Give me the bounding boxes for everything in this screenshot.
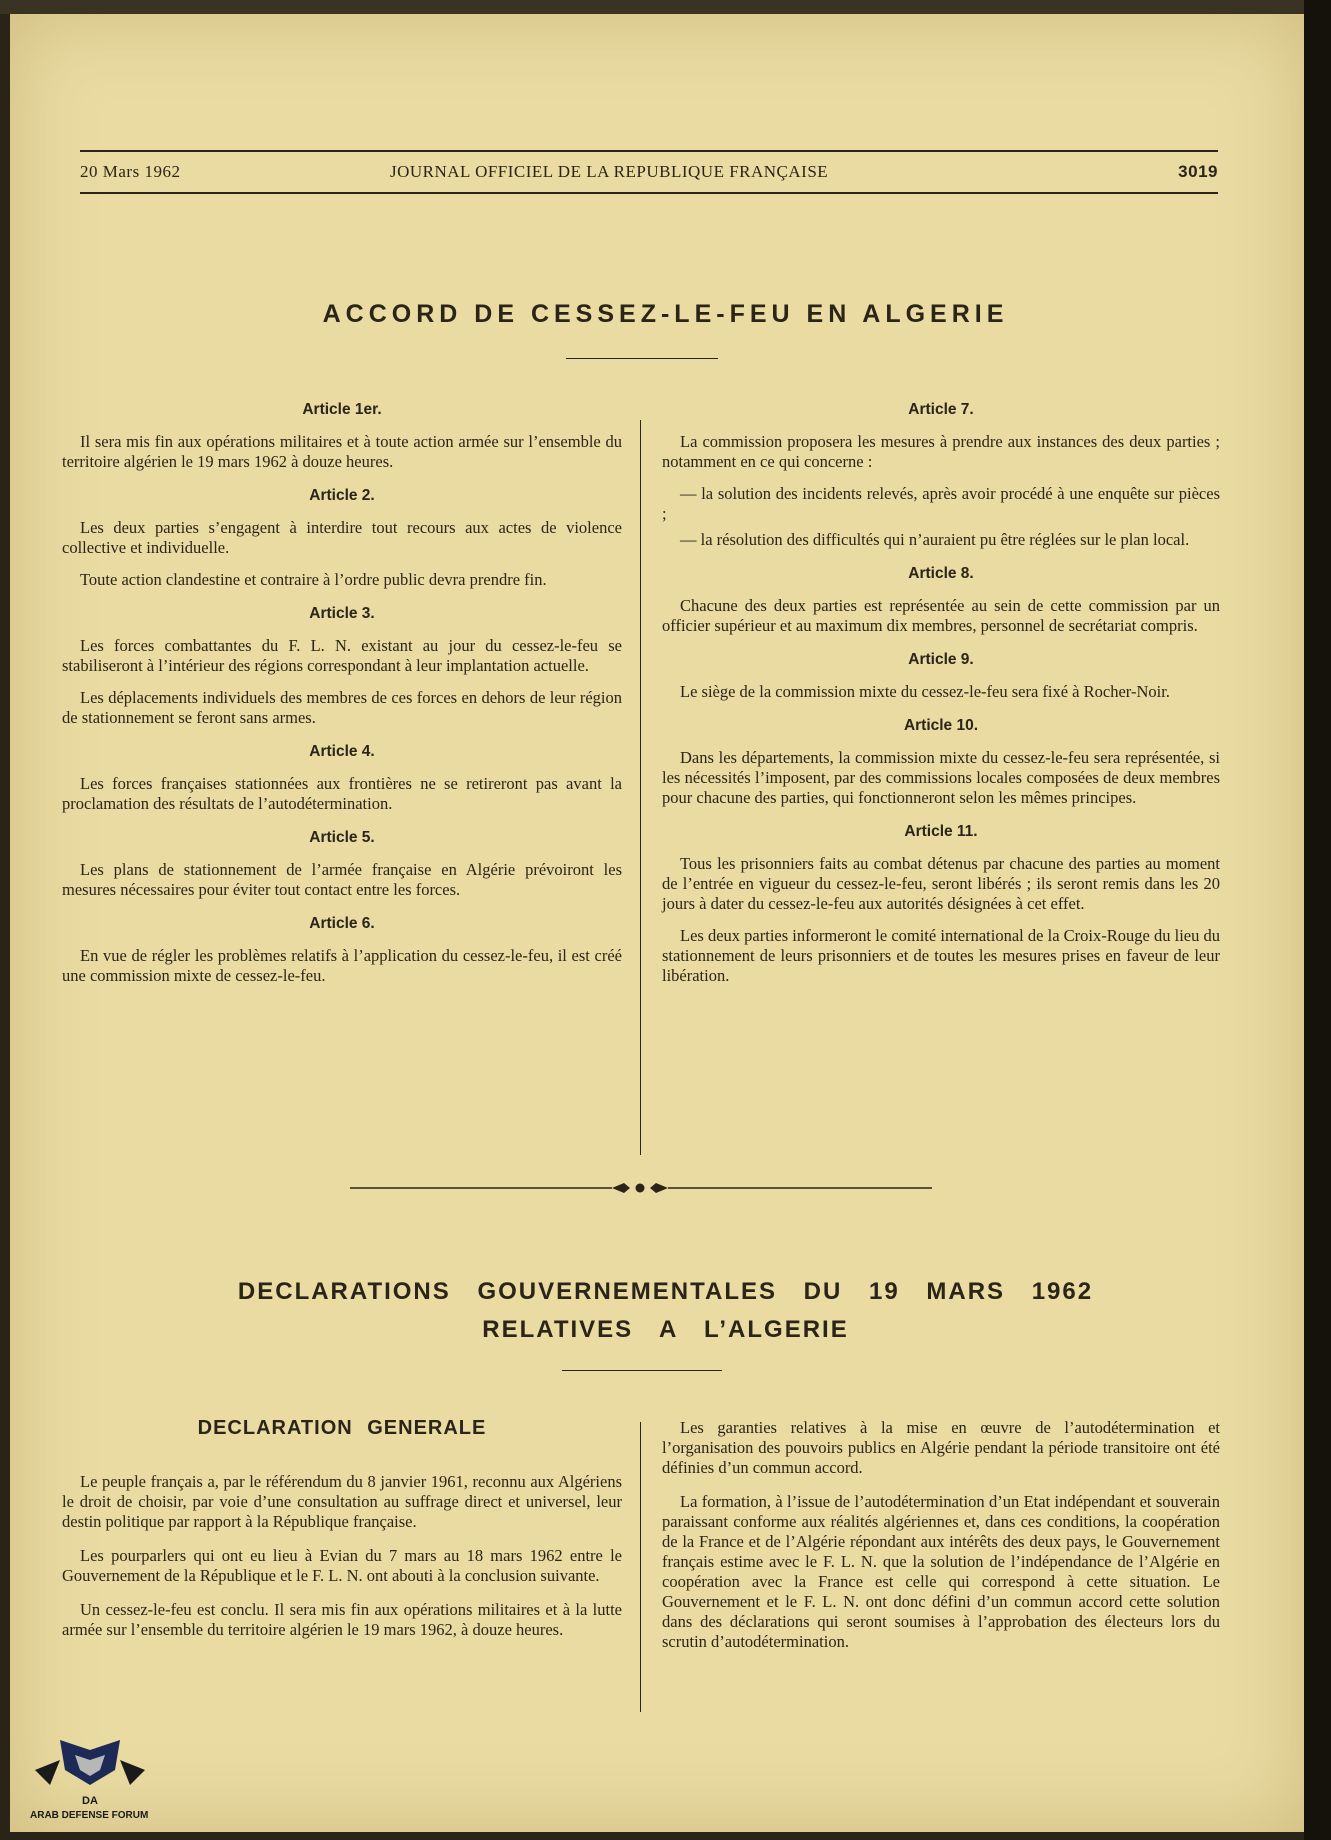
article-paragraph: Le siège de la commission mixte du cessez-le-feu sera fixé à Rocher-Noir. [680, 682, 1170, 701]
article-paragraph: En vue de régler les problèmes relatifs à l’application du cessez-le-feu, il est créé une commission mixte de cessez-le-feu. [62, 946, 622, 985]
article-paragraph: Les forces françaises stationnées aux frontières ne se retireront pas avant la proclamation des résultats de l’autodétermination. [62, 774, 622, 813]
article-paragraph: Les plans de stationnement de l’armée française en Algérie prévoiront les mesures nécessaires pour éviter tout contact entre les forces. [62, 860, 622, 899]
article-paragraph: Chacune des deux parties est représentée au sein de cette commission par un officier supérieur et au maximum dix membres, personnel de secrétariat compris. [662, 596, 1220, 635]
declarations-underline [562, 1370, 722, 1371]
article-list-item: — la résolution des difficultés qui n’auraient pu être réglées sur le plan local. [680, 530, 1190, 549]
article-paragraph: Dans les départements, la commission mixte du cessez-le-feu sera représentée, si les nécessités l’imposent, par des commissions locales composées de deux membres pour chacune des parties, qui fonctionneront selon les mêmes principes. [662, 748, 1220, 807]
article-heading: Article 11. [904, 823, 978, 840]
article-paragraph: Tous les prisonniers faits au combat détenus par chacune des parties au moment de l’entrée en vigueur du cessez-le-feu, seront libérés ; ils seront remis dans les 20 jours à dater du cessez-le-feu aux autorités désignées à cet effet. [662, 854, 1220, 913]
declarations-title-line1: DECLARATIONS GOUVERNEMENTALES DU 19 MARS 1962 [237, 1278, 1094, 1305]
declaration-generale-heading: DECLARATION GENERALE [197, 1417, 487, 1439]
article-paragraph: Les deux parties informeront le comité international de la Croix-Rouge du lieu du stationnement de leurs prisonniers et de toutes les mesures prises en faveur de leur libération. [662, 926, 1220, 985]
declaration-paragraph: Le peuple français a, par le référendum du 8 janvier 1961, reconnu aux Algériens le droit de choisir, par voie d’une consultation au suffrage direct et universel, leur destin politique par rapport à la République française. [62, 1472, 622, 1531]
scan-top-edge [0, 0, 1331, 14]
declarations-right-column [662, 1418, 1220, 1666]
logo-initials: DA [82, 1795, 98, 1807]
shield-icon [30, 1730, 150, 1810]
accord-title: ACCORD DE CESSEZ-LE-FEU EN ALGERIE [322, 300, 1009, 328]
article-heading: Article 10. [903, 717, 979, 734]
accord-left-column [62, 400, 622, 998]
section-ornament [0, 1180, 1331, 1196]
column-divider-2 [640, 1422, 641, 1712]
article-heading: Article 6. [309, 915, 375, 932]
article-heading: Article 4. [309, 743, 375, 760]
article-paragraph: Les deux parties s’engagent à interdire tout recours aux actes de violence collective et individuelle. [62, 518, 622, 557]
forum-watermark-text: ARAB DEFENSE FORUM [30, 1810, 149, 1821]
declaration-paragraph: La formation, à l’issue de l’autodétermination d’un Etat indépendant et souverain paraissant conforme aux réalités algériennes et, dans ces conditions, la coopération de la France et de l’Algérie répondant aux intérêts des deux pays, le Gouvernement français estime avec le F. L. N. que la solution de l’indépendance de l’Algérie en coopération avec la France est celle qui correspond à cette situation. Le Gouvernement et le F. L. N. ont donc défini d’un commun accord cette solution dans des déclarations qui seront soumises à l’approbation des électeurs lors du scrutin d’autodétermination. [662, 1492, 1220, 1651]
scan-right-edge [1304, 0, 1331, 1840]
article-heading: Article 3. [309, 605, 375, 622]
forum-watermark-logo [30, 1730, 150, 1830]
article-paragraph: Les forces combattantes du F. L. N. existant au jour du cessez-le-feu se stabiliseront à l’intérieur des régions correspondant à leur implantation actuelle. [62, 636, 622, 675]
header-date: 20 Mars 1962 [80, 162, 181, 181]
article-paragraph: Toute action clandestine et contraire à l’ordre public devra prendre fin. [80, 570, 547, 589]
article-heading: Article 9. [908, 651, 974, 668]
title-underline [566, 358, 718, 359]
article-list-item: — la solution des incidents relevés, après avoir procédé à une enquête sur pièces ; [662, 484, 1220, 523]
article-heading: Article 5. [309, 829, 375, 846]
header-page-number: 3019 [1178, 162, 1218, 181]
accord-right-column [662, 400, 1220, 998]
article-paragraph: Il sera mis fin aux opérations militaires et à toute action armée sur l’ensemble du territoire algérien le 19 mars 1962 à douze heures. [62, 432, 622, 471]
article-heading: Article 8. [908, 565, 974, 582]
declaration-paragraph: Les garanties relatives à la mise en œuvre de l’autodétermination et l’organisation des pouvoirs publics en Algérie pendant la période transitoire ont été définies d’un commun accord. [662, 1418, 1220, 1477]
article-paragraph: La commission proposera les mesures à prendre aux instances des deux parties ; notamment en ce qui concerne : [662, 432, 1220, 471]
article-heading: Article 2. [309, 487, 375, 504]
article-heading: Article 7. [908, 401, 974, 418]
column-divider [640, 420, 641, 1155]
article-heading: Article 1er. [302, 401, 382, 418]
page-header [80, 150, 1218, 194]
declarations-title-line2: RELATIVES A L’ALGERIE [482, 1316, 849, 1343]
declaration-paragraph: Les pourparlers qui ont eu lieu à Evian du 7 mars au 18 mars 1962 entre le Gouvernement de la République et le F. L. N. ont abouti à la conclusion suivante. [62, 1546, 622, 1585]
article-paragraph: Les déplacements individuels des membres de ces forces en dehors de leur région de stationnement se feront sans armes. [62, 688, 622, 727]
declaration-paragraph: Un cessez-le-feu est conclu. Il sera mis fin aux opérations militaires et à la lutte armée sur l’ensemble du territoire algérien le 19 mars 1962, à douze heures. [62, 1600, 622, 1639]
declarations-left-column [62, 1416, 622, 1654]
header-journal-title: JOURNAL OFFICIEL DE LA REPUBLIQUE FRANÇAISE [390, 162, 829, 181]
